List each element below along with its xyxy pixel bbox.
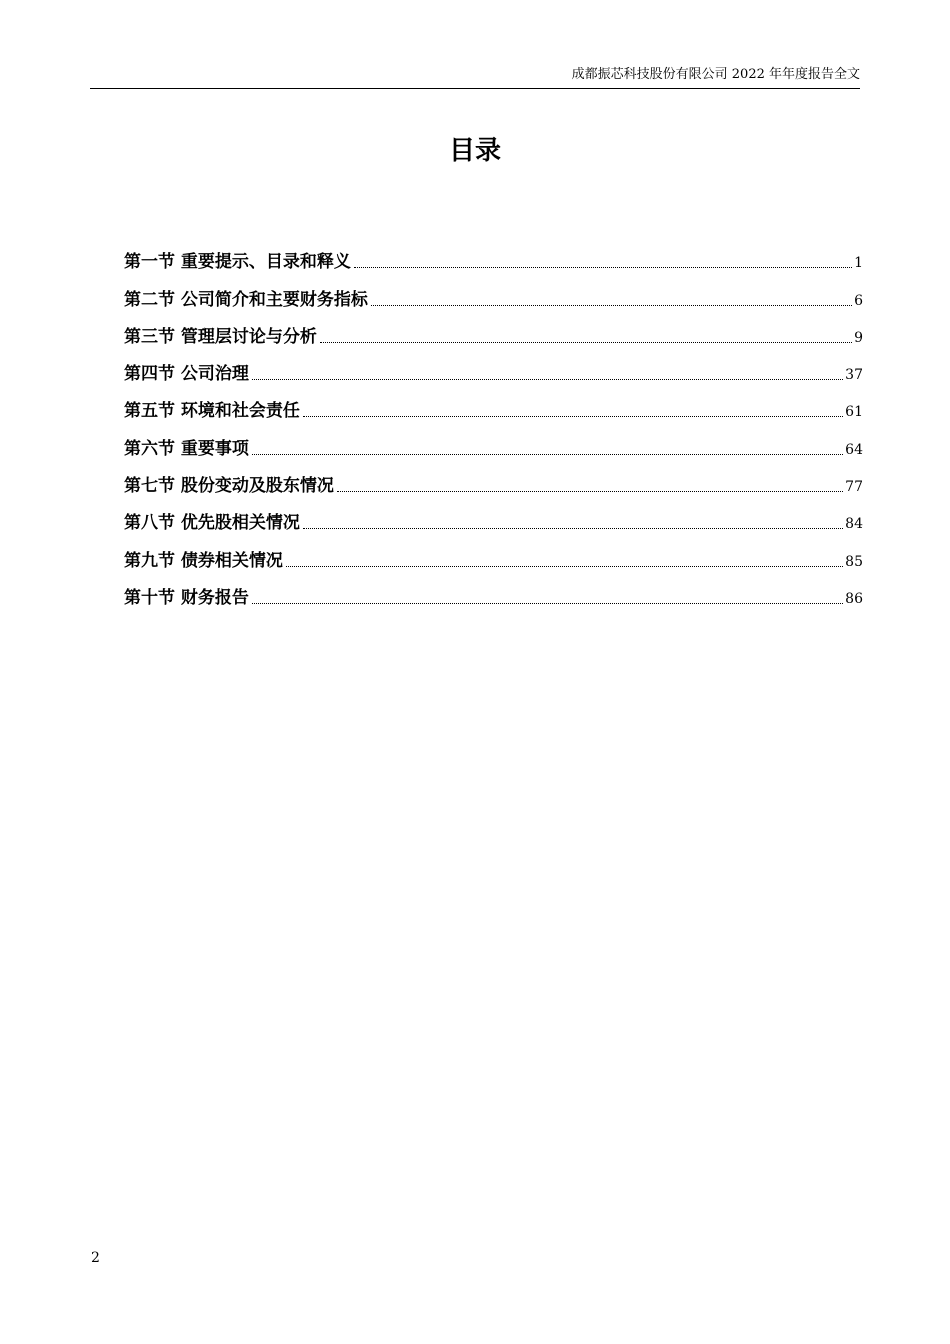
toc-entry-label: 第三节 管理层讨论与分析 (124, 326, 317, 347)
header-divider (90, 88, 860, 89)
dot-leader (286, 566, 843, 567)
running-header-title: 成都振芯科技股份有限公司 2022 年年度报告全文 (571, 67, 860, 82)
toc-entry-section-3[interactable] (124, 311, 863, 348)
toc-entry-page: 86 (845, 590, 863, 607)
toc-entry-section-4[interactable] (124, 348, 863, 385)
toc-entry-page: 84 (845, 516, 863, 533)
dot-leader (252, 603, 843, 604)
dot-leader (252, 379, 843, 380)
toc-entry-label: 第九节 债券相关情况 (124, 550, 283, 571)
toc-entry-section-5[interactable] (124, 385, 863, 422)
toc-entry-page: 37 (845, 367, 863, 384)
toc-entry-section-10[interactable] (124, 572, 863, 609)
toc-entry-page: 9 (854, 329, 863, 346)
dot-leader (303, 416, 843, 417)
toc-entry-label: 第四节 公司治理 (124, 364, 249, 385)
toc-entry-page: 85 (845, 553, 863, 570)
toc-entry-page: 6 (854, 292, 863, 309)
toc-entry-label: 第六节 重要事项 (124, 438, 249, 459)
toc-entry-section-2[interactable] (124, 273, 863, 310)
dot-leader (337, 491, 843, 492)
toc-entry-page: 1 (854, 255, 863, 272)
dot-leader (354, 267, 852, 268)
toc-entry-section-9[interactable] (124, 534, 863, 571)
dot-leader (303, 528, 843, 529)
dot-leader (320, 342, 852, 343)
toc-entry-page: 61 (845, 404, 863, 421)
toc-entry-page: 77 (845, 479, 863, 496)
toc-entry-section-8[interactable] (124, 497, 863, 534)
toc-entry-page: 64 (845, 441, 863, 458)
toc-entry-label: 第十节 财务报告 (124, 587, 249, 608)
toc-entry-section-6[interactable] (124, 422, 863, 459)
toc-entry-label: 第八节 优先股相关情况 (124, 513, 300, 534)
page-number: 2 (91, 1250, 100, 1266)
dot-leader (371, 305, 852, 306)
toc-entry-section-1[interactable] (124, 236, 863, 273)
table-of-contents (124, 236, 863, 609)
toc-entry-section-7[interactable] (124, 460, 863, 497)
toc-heading: 目录 (448, 136, 501, 166)
dot-leader (252, 454, 843, 455)
toc-entry-label: 第五节 环境和社会责任 (124, 401, 300, 422)
toc-entry-label: 第二节 公司简介和主要财务指标 (124, 289, 368, 310)
toc-entry-label: 第七节 股份变动及股东情况 (124, 476, 334, 497)
toc-entry-label: 第一节 重要提示、目录和释义 (124, 252, 351, 273)
